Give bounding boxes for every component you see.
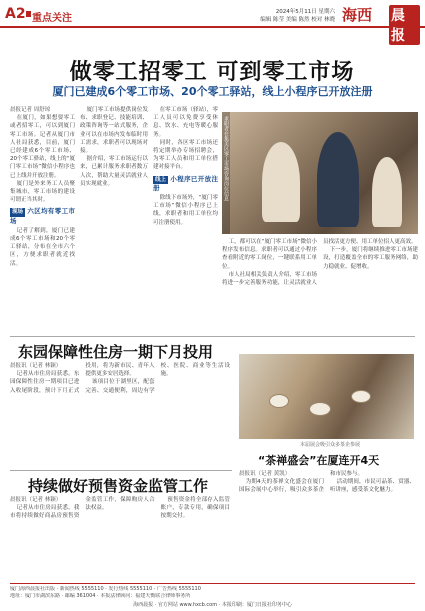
lead-byline: 晨报记者 周舒琼 bbox=[10, 107, 51, 113]
subhead-text: 六区均有零工市场 bbox=[10, 207, 75, 225]
masthead bbox=[0, 0, 425, 44]
photo-teacup bbox=[351, 390, 371, 403]
article2-body bbox=[10, 362, 230, 467]
lead-column-4 bbox=[222, 238, 418, 346]
page-number: A2 bbox=[5, 6, 26, 22]
lead-para: 除线下市场外，“厦门零工市场”微信小程序已上线，求职者和用工单位均可注册使用。 bbox=[153, 195, 218, 226]
photo-figure bbox=[372, 157, 402, 227]
logo-part-b: 晨报 bbox=[389, 5, 420, 45]
section-title: 重点关注 bbox=[32, 13, 72, 24]
section-divider bbox=[10, 336, 415, 337]
subhead-tag: 现场 bbox=[12, 209, 24, 216]
lead-photo-caption: 求职者在集美区零工市场咨询岗位信息 bbox=[222, 112, 230, 234]
lead-column-1 bbox=[10, 106, 75, 346]
photo-figure bbox=[317, 132, 359, 227]
lead-para: 工，都可以在“厦门零工市场”微信小程序发布信息。求职者可以通过小程序查看附近的零工岗位，一键联系用工单位。 bbox=[222, 239, 317, 270]
article4-photo bbox=[239, 354, 414, 439]
article3-para: 预售资金将全部存入监管账户，专款专用，确保项目按期交付。 bbox=[160, 497, 230, 520]
photo-teacup bbox=[309, 402, 331, 416]
article2-headline: 东园保障性住房一期下月投用 bbox=[18, 343, 214, 361]
lead-para: 厦门是外来务工人员聚集城市，零工市场的建设可谓正当其时。 bbox=[10, 180, 75, 204]
lead-para: 下一步，厦门将继续推进零工市场建设，打造覆盖全市的零工服务网络，助力稳就业、促增收。 bbox=[323, 247, 418, 270]
lead-para: 在零工市场（驿站），零工人员可以免费享受休息、饮水、充电等暖心服务。 bbox=[153, 107, 218, 138]
lead-column-3 bbox=[153, 106, 218, 346]
lead-column-2 bbox=[80, 106, 148, 346]
footer-line: 厦门海西晨报社出版 · 新闻热线 5555110 · 发行热线 5555110 · 广告热线 5555110 bbox=[10, 586, 201, 592]
lead-subheadline: 厦门已建成6个零工市场、20个零工驿站，线上小程序已开放注册 bbox=[52, 85, 373, 98]
article3-body bbox=[10, 496, 230, 581]
lead-para: 在厦门，如果想要零工或者招零工，可以到厦门零工市场。记者从厦门市人社局获悉，目前，厦门已经建成6个零工市场、20个零工驿站，线上的“厦门零工市场”微信小程序也已上线并开放注册。 bbox=[10, 115, 75, 179]
section-marker bbox=[26, 11, 31, 17]
lead-subhead-2 bbox=[153, 175, 218, 192]
article2-byline: 晨报讯（记者 林颖） bbox=[10, 363, 62, 369]
editor-credits: 编辑 陈莹 美编 陈然 校对 林晓 bbox=[260, 17, 335, 23]
lead-para: 据介绍，零工市场运行以来，已累计服务求职者数万人次，帮助大量灵活就业人员实现就业。 bbox=[80, 156, 148, 187]
article3-headline: 持续做好预售资金监管工作 bbox=[28, 477, 209, 495]
issue-date: 2024年5月11日 星期六 bbox=[275, 9, 335, 15]
article2-para: 该项目位于湖里区，配套完善、交通便利，周边有学校、医院、商业等生活设施。 bbox=[85, 363, 230, 394]
article4-photo-caption: 本届展会吸引众多茶企参展 bbox=[300, 442, 361, 448]
article4-para: 活动期间，市民可品茶、赏器、听讲座，感受茶文化魅力。 bbox=[330, 479, 415, 494]
lead-para: 同时，各区零工市场还将定期举办专场招聘会，为零工人员和用工单位搭建对接平台。 bbox=[153, 139, 218, 171]
lead-subhead-1 bbox=[10, 207, 75, 224]
page-footer bbox=[10, 583, 415, 600]
section-divider bbox=[10, 470, 232, 471]
lead-para: 厦门零工市场提供岗位发布、求职登记、技能培训、政策咨询等一站式服务，企业可以在市场内发布临时用工需求，求职者可以现场对接。 bbox=[80, 107, 148, 155]
subhead-text: 小程序已开放注册 bbox=[153, 174, 218, 192]
photo-figure bbox=[262, 142, 300, 222]
lead-headline: 做零工招零工 可到零工市场 bbox=[69, 60, 355, 85]
article4-body bbox=[239, 470, 415, 580]
article4-headline: “茶禅盛会”在厦连开4天 bbox=[258, 454, 380, 467]
photo-teacup bbox=[269, 394, 289, 408]
article4-para: 为期4天的茶禅文化盛会在厦门国际会展中心举行，吸引众多茶企和市民参与。 bbox=[239, 471, 364, 494]
logo-part-a: 海西 bbox=[342, 6, 373, 24]
footer-line: 地址：厦门市湖滨东路 · 邮编 361004 · 本报法律顾问：福建天衡联合律师事务所 bbox=[10, 593, 191, 599]
lead-para: 市人社局相关负责人介绍，零工市场将进一步完善服务功能，让灵活就业人员找活更方便、用工单位招人更高效。 bbox=[222, 239, 417, 287]
lead-para: 记者了解到，厦门已建成6个零工市场和20个零工驿站，分布在全市六个区，方便求职者就近找活。 bbox=[10, 227, 75, 267]
footer-bottom-line: 海西晨报 · 官方网站 www.hxcb.com · 本报印刷：厦门日报社印务中心 bbox=[133, 602, 292, 608]
lead-photo bbox=[222, 112, 418, 234]
newspaper-logo bbox=[342, 3, 420, 44]
article3-byline: 晨报讯（记者 林颖） bbox=[10, 497, 62, 503]
article3-para: 记者从市住房局获悉，我市将持续做好商品房预售资金监管工作，保障购房人合法权益。 bbox=[10, 497, 155, 520]
article2-para: 记者从市住房局获悉，东园保障性住房一期项目已进入收尾阶段，预计下月正式投用，将为新市民、青年人提供更多安居选择。 bbox=[10, 363, 155, 394]
subhead-tag: 线上 bbox=[155, 176, 167, 183]
article4-byline: 晨报讯（记者 黄凯） bbox=[239, 471, 291, 477]
